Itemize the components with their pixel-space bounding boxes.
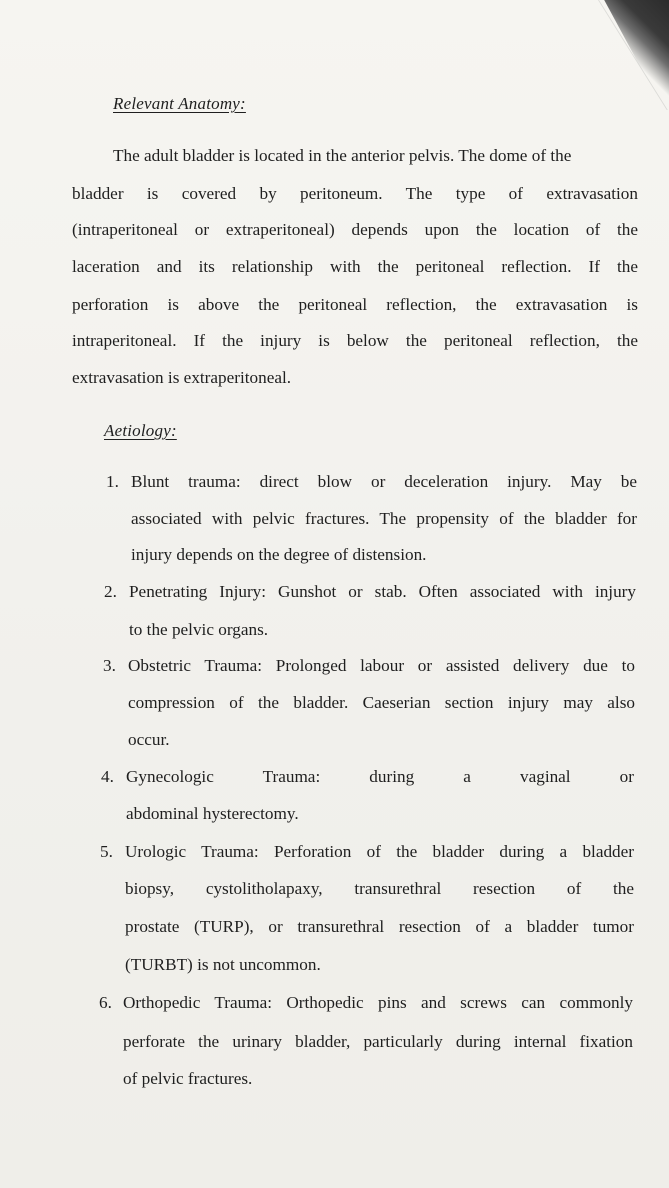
- list-item-line: to the pelvic organs.: [129, 620, 269, 639]
- list-item-line: of pelvic fractures.: [123, 1069, 253, 1088]
- paragraph-line: laceration and its relationship with the peritoneal reflection. If the: [72, 257, 638, 276]
- list-item-line: abdominal hysterectomy.: [126, 804, 299, 823]
- list-item-line: perforate the urinary bladder, particularly during internal fixation: [123, 1032, 633, 1051]
- paragraph-line: The adult bladder is located in the anterior pelvis. The dome of the: [113, 146, 572, 165]
- heading-aetiology: Aetiology:: [104, 421, 177, 440]
- list-item-line: Obstetric Trauma: Prolonged labour or assisted delivery due to: [128, 656, 635, 675]
- list-item-number: 4.: [101, 767, 114, 786]
- list-item-number: 1.: [106, 472, 119, 491]
- paragraph-line: (intraperitoneal or extraperitoneal) depends upon the location of the: [72, 220, 638, 239]
- list-item-number: 3.: [103, 656, 116, 675]
- list-item-line: Urologic Trauma: Perforation of the bladder during a bladder: [125, 842, 634, 861]
- list-item-line: biopsy, cystolitholapaxy, transurethral resection of the: [125, 879, 634, 898]
- list-item-line: injury depends on the degree of distension.: [131, 545, 427, 564]
- list-item-line: Orthopedic Trauma: Orthopedic pins and screws can commonly: [123, 993, 633, 1012]
- list-item-line: Penetrating Injury: Gunshot or stab. Often associated with injury: [129, 582, 636, 601]
- list-item-line: Gynecologic Trauma: during a vaginal or: [126, 767, 634, 786]
- page-corner-edge: [598, 0, 669, 110]
- list-item-line: prostate (TURP), or transurethral resection of a bladder tumor: [125, 917, 634, 936]
- paragraph-line: perforation is above the peritoneal reflection, the extravasation is: [72, 295, 638, 314]
- list-item-line: Blunt trauma: direct blow or deceleration injury. May be: [131, 472, 637, 491]
- paragraph-line: intraperitoneal. If the injury is below the peritoneal reflection, the: [72, 331, 638, 350]
- list-item-line: (TURBT) is not uncommon.: [125, 955, 321, 974]
- list-item-line: compression of the bladder. Caeserian section injury may also: [128, 693, 635, 712]
- list-item-number: 6.: [99, 993, 112, 1012]
- list-item-line: occur.: [128, 730, 170, 749]
- list-item-number: 2.: [104, 582, 117, 601]
- list-item-number: 5.: [100, 842, 113, 861]
- paragraph-line: extravasation is extraperitoneal.: [72, 368, 292, 387]
- list-item-line: associated with pelvic fractures. The propensity of the bladder for: [131, 509, 637, 528]
- heading-relevant-anatomy: Relevant Anatomy:: [113, 94, 246, 113]
- paragraph-line: bladder is covered by peritoneum. The type of extravasation: [72, 184, 638, 203]
